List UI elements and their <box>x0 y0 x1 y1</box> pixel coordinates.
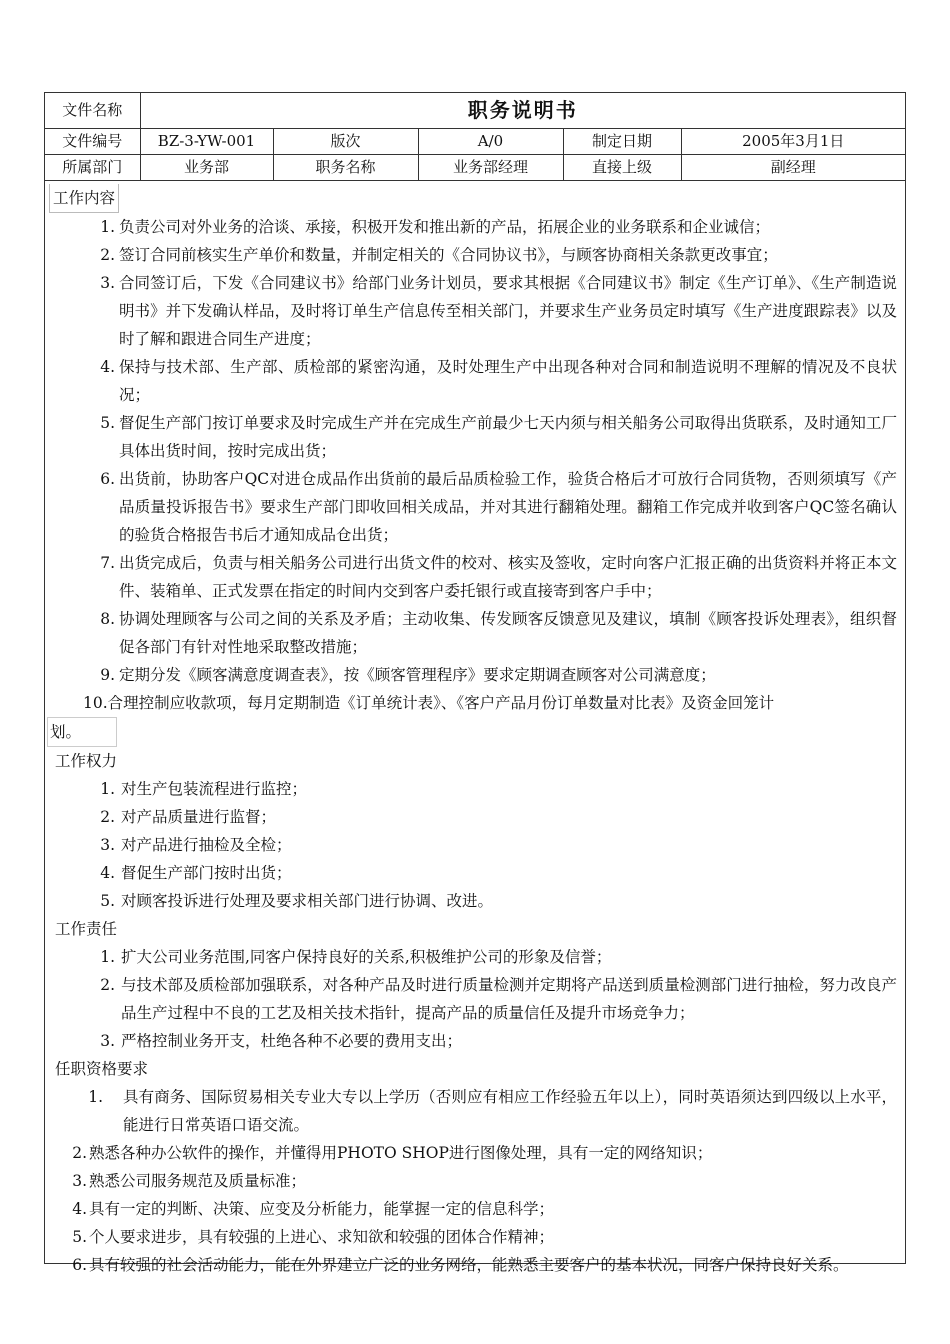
document-title: 职务说明书 <box>140 93 905 129</box>
item-number: 3. <box>100 836 115 854</box>
list-item <box>53 1139 897 1167</box>
section-title-work-authority: 工作权力 <box>55 752 118 770</box>
work-content-list <box>53 213 897 689</box>
work-responsibility-list <box>53 943 897 1055</box>
section-title-work-responsibility: 工作责任 <box>55 920 118 938</box>
item-text: 个人要求进步，具有较强的上进心、求知欲和较强的团体合作精神； <box>89 1228 555 1246</box>
list-item <box>53 831 897 859</box>
list-item <box>53 605 897 661</box>
item-text: 出货完成后，负责与相关船务公司进行出货文件的校对、核实及签收，定时向客户汇报正确的出货资料并将正本文件、装箱单、正式发票在指定的时间内交到客户委托银行或直接寄到客户手中； <box>119 554 897 600</box>
item-number: 9. <box>100 666 115 684</box>
item-number: 4. <box>100 864 115 882</box>
item-text: 扩大公司业务范围,同客户保持良好的关系,积极维护公司的形象及信誉； <box>121 948 612 966</box>
item-text: 对生产包装流程进行监控； <box>121 780 308 798</box>
list-item <box>53 661 897 689</box>
item-text: 签订合同前核实生产单价和数量，并制定相关的《合同协议书》，与顾客协商相关条款更改事宜； <box>119 246 778 264</box>
item-number: 7. <box>100 554 115 572</box>
list-item <box>53 971 897 1027</box>
section-title-work-content: 工作内容 <box>49 184 119 213</box>
qualifications-list <box>53 1083 897 1279</box>
item-text: 督促生产部门按订单要求及时完成生产并在完成生产前最少七天内须与相关船务公司取得出货联系，及时通知工厂具体出货时间，按时完成出货； <box>119 414 897 460</box>
item-number: 6. <box>100 470 115 488</box>
position-value: 业务部经理 <box>418 155 563 181</box>
item-number: 5. <box>100 892 115 910</box>
header-row-2 <box>45 129 905 155</box>
list-item <box>53 353 897 409</box>
item-number: 6. <box>72 1256 87 1274</box>
position-label: 职务名称 <box>273 155 418 181</box>
item-number: 2. <box>72 1144 87 1162</box>
document-body <box>45 181 905 1279</box>
item-number: 1. <box>100 218 115 236</box>
file-no-label: 文件编号 <box>45 129 140 155</box>
version-label: 版次 <box>273 129 418 155</box>
item-text: 对产品进行抽检及全检； <box>121 836 292 854</box>
item-number: 2. <box>100 976 115 994</box>
list-item <box>53 803 897 831</box>
job-description-document <box>44 92 906 1274</box>
list-item <box>53 241 897 269</box>
list-item <box>53 1223 897 1251</box>
item-number: 5. <box>100 414 115 432</box>
file-name-label: 文件名称 <box>45 93 140 129</box>
work-content-item-10 <box>53 689 897 717</box>
list-item <box>53 943 897 971</box>
item-number: 2. <box>100 808 115 826</box>
item-number: 3. <box>100 274 115 292</box>
item-number: 4. <box>100 358 115 376</box>
superior-label: 直接上级 <box>563 155 681 181</box>
list-item <box>53 1195 897 1223</box>
item-text: 负责公司对外业务的洽谈、承接，积极开发和推出新的产品，拓展企业的业务联系和企业诚信； <box>119 218 771 236</box>
item-number: 8. <box>100 610 115 628</box>
item-text: 保持与技术部、生产部、质检部的紧密沟通，及时处理生产中出现各种对合同和制造说明不理解的情况及不良状况； <box>119 358 897 404</box>
item-number: 10. <box>83 694 108 712</box>
list-item <box>53 1251 897 1279</box>
version-value: A/0 <box>418 129 563 155</box>
item-text: 定期分发《顾客满意度调查表》，按《顾客管理程序》要求定期调查顾客对公司满意度； <box>119 666 716 684</box>
item-text: 对产品质量进行监督； <box>121 808 277 826</box>
header-row-3 <box>45 155 905 181</box>
dept-label: 所属部门 <box>45 155 140 181</box>
list-item <box>53 859 897 887</box>
work-content-item-10-continuation <box>47 717 897 747</box>
item-text: 熟悉公司服务规范及质量标准； <box>89 1172 307 1190</box>
header-table <box>45 93 905 181</box>
list-item <box>53 213 897 241</box>
item-text: 熟悉各种办公软件的操作，并懂得用PHOTO SHOP进行图像处理，具有一定的网络知识； <box>89 1144 713 1162</box>
list-item <box>53 465 897 549</box>
item-text-wrap: 划。 <box>47 717 117 747</box>
work-authority-list <box>53 775 897 915</box>
item-text: 合理控制应收款项，每月定期制造《订单统计表》、《客户产品月份订单数量对比表》及资金回笼计 <box>107 694 775 712</box>
list-item <box>53 887 897 915</box>
item-text: 督促生产部门按时出货； <box>121 864 292 882</box>
date-value: 2005年3月1日 <box>681 129 905 155</box>
item-number: 3. <box>100 1032 115 1050</box>
list-item <box>53 549 897 605</box>
item-number: 3. <box>72 1172 87 1190</box>
item-text: 具有商务、国际贸易相关专业大专以上学历（否则应有相应工作经验五年以上），同时英语须达到四级以上水平，能进行日常英语口语交流。 <box>123 1088 897 1134</box>
item-text: 具有较强的社会活动能力，能在外界建立广泛的业务网络，能熟悉主要客户的基本状况，同客户保持良好关系。 <box>89 1256 849 1274</box>
item-text: 对顾客投诉进行处理及要求相关部门进行协调、改进。 <box>121 892 494 910</box>
list-item <box>53 269 897 353</box>
item-number: 4. <box>72 1200 87 1218</box>
item-number: 2. <box>100 246 115 264</box>
section-title-qualifications: 任职资格要求 <box>55 1060 149 1078</box>
item-text: 严格控制业务开支，杜绝各种不必要的费用支出； <box>121 1032 463 1050</box>
list-item <box>53 1027 897 1055</box>
item-text: 合同签订后，下发《合同建议书》给部门业务计划员，要求其根据《合同建议书》制定《生产订单》、《生产制造说明书》并下发确认样品，及时将订单生产信息传至相关部门，并要求生产业务员定时填写《生产进度跟踪表》以及时了解和跟进合同生产进度； <box>119 274 897 348</box>
file-no-value: BZ-3-YW-001 <box>140 129 273 155</box>
item-number: 5. <box>72 1228 87 1246</box>
item-number: 1. <box>100 780 115 798</box>
date-label: 制定日期 <box>563 129 681 155</box>
item-text: 协调处理顾客与公司之间的关系及矛盾；主动收集、传发顾客反馈意见及建议，填制《顾客投诉处理表》，组织督促各部门有针对性地采取整改措施； <box>119 610 897 656</box>
list-item <box>53 1167 897 1195</box>
item-number: 1. <box>100 948 115 966</box>
header-row-1 <box>45 93 905 129</box>
item-text: 与技术部及质检部加强联系，对各种产品及时进行质量检测并定期将产品送到质量检测部门进行抽检，努力改良产品生产过程中不良的工艺及相关技术指针，提高产品的质量信任及提升市场竞争力； <box>121 976 897 1022</box>
list-item <box>53 1083 897 1139</box>
list-item <box>53 409 897 465</box>
item-text: 具有一定的判断、决策、应变及分析能力，能掌握一定的信息科学； <box>89 1200 555 1218</box>
list-item <box>53 775 897 803</box>
item-text: 出货前，协助客户QC对进仓成品作出货前的最后品质检验工作，验货合格后才可放行合同货物，否则须填写《产品质量投诉报告书》要求生产部门即收回相关成品，并对其进行翻箱处理。翻箱工作完成并收到客户QC签名确认的验货合格报告书后才通知成品仓出货； <box>119 470 897 544</box>
item-number: 1. <box>88 1088 103 1106</box>
dept-value: 业务部 <box>140 155 273 181</box>
superior-value: 副经理 <box>681 155 905 181</box>
